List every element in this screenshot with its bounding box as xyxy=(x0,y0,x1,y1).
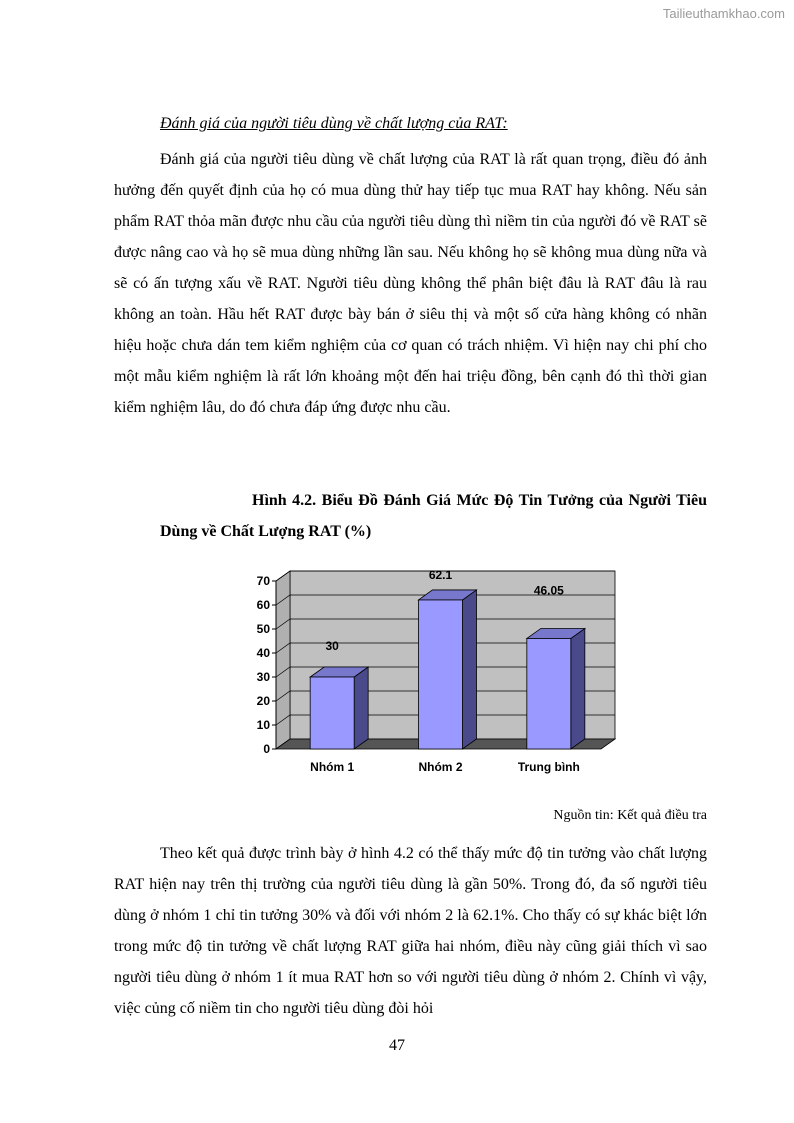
watermark: Tailieuthamkhao.com xyxy=(662,6,785,21)
category-label: Trung bình xyxy=(517,760,580,774)
bar xyxy=(310,677,354,749)
data-label: 30 xyxy=(325,639,339,653)
y-tick-label: 60 xyxy=(256,598,270,612)
source-note: Nguồn tin: Kết quả điều tra xyxy=(553,808,707,823)
y-tick-label: 50 xyxy=(256,622,270,636)
category-label: Nhóm 1 xyxy=(310,760,355,774)
section-heading: Đánh giá của người tiêu dùng về chất lượng của RAT: xyxy=(160,115,508,132)
bar-chart xyxy=(246,562,626,782)
chart-side-wall xyxy=(276,571,290,749)
paragraph-2: Theo kết quả được trình bày ở hình 4.2 có thể thấy mức độ tin tưởng vào chất lượng RAT hiện nay trên thị trường của người tiêu dùng là gần 50%. Trong đó, đa số người tiêu dùng ở nhóm 1 chỉ tin tưởng 30% và đối với nhóm 2 là 62.1%. Cho thấy có sự khác biệt lớn trong mức độ tin tưởng về chất lượng RAT giữa hai nhóm, điều này cũng giải thích vì sao người tiêu dùng ở nhóm 1 ít mua RAT hơn so với người tiêu dùng ở nhóm 2. Chính vì vậy, việc củng cố niềm tin cho người tiêu dùng đòi hỏi xyxy=(114,845,707,1017)
bar xyxy=(419,600,463,749)
y-tick-label: 20 xyxy=(256,694,270,708)
y-tick-label: 30 xyxy=(256,670,270,684)
figure-title: Hình 4.2. Biểu Đồ Đánh Giá Mức Độ Tin Tưởng của Người Tiêu Dùng về Chất Lượng RAT (%) xyxy=(160,492,707,540)
bar-side xyxy=(354,667,368,749)
bar-side xyxy=(571,628,585,749)
page-number: 47 xyxy=(389,1037,405,1054)
y-tick-label: 40 xyxy=(256,646,270,660)
category-label: Nhóm 2 xyxy=(418,760,463,774)
bar xyxy=(527,638,571,749)
paragraph-1: Đánh giá của người tiêu dùng về chất lượng của RAT là rất quan trọng, điều đó ảnh hưởng đến quyết định của họ có mua dùng thử hay tiếp tục mua RAT hay không. Nếu sản phẩm RAT thỏa mãn được nhu cầu của người tiêu dùng thì niềm tin của người đó về RAT sẽ được nâng cao và họ sẽ mua dùng những lần sau. Nếu không họ sẽ không mua dùng nữa và sẽ có ấn tượng xấu về RAT. Người tiêu dùng không thể phân biệt đâu là RAT đâu là rau không an toàn. Hầu hết RAT được bày bán ở siêu thị và một số cửa hàng không có nhãn hiệu hoặc chưa dán tem kiểm nghiệm của cơ quan có trách nhiệm. Vì hiện nay chi phí cho một mẫu kiểm nghiệm là rất lớn khoảng một đến hai triệu đồng, bên cạnh đó thì thời gian kiểm nghiệm lâu, do đó chưa đáp ứng được nhu cầu. xyxy=(114,151,707,416)
data-label: 62.1 xyxy=(428,568,453,582)
data-label: 46.05 xyxy=(533,583,564,598)
y-tick-label: 10 xyxy=(256,718,270,732)
y-tick-label: 0 xyxy=(263,742,270,756)
bar-side xyxy=(463,590,477,749)
y-tick-label: 70 xyxy=(256,574,270,588)
